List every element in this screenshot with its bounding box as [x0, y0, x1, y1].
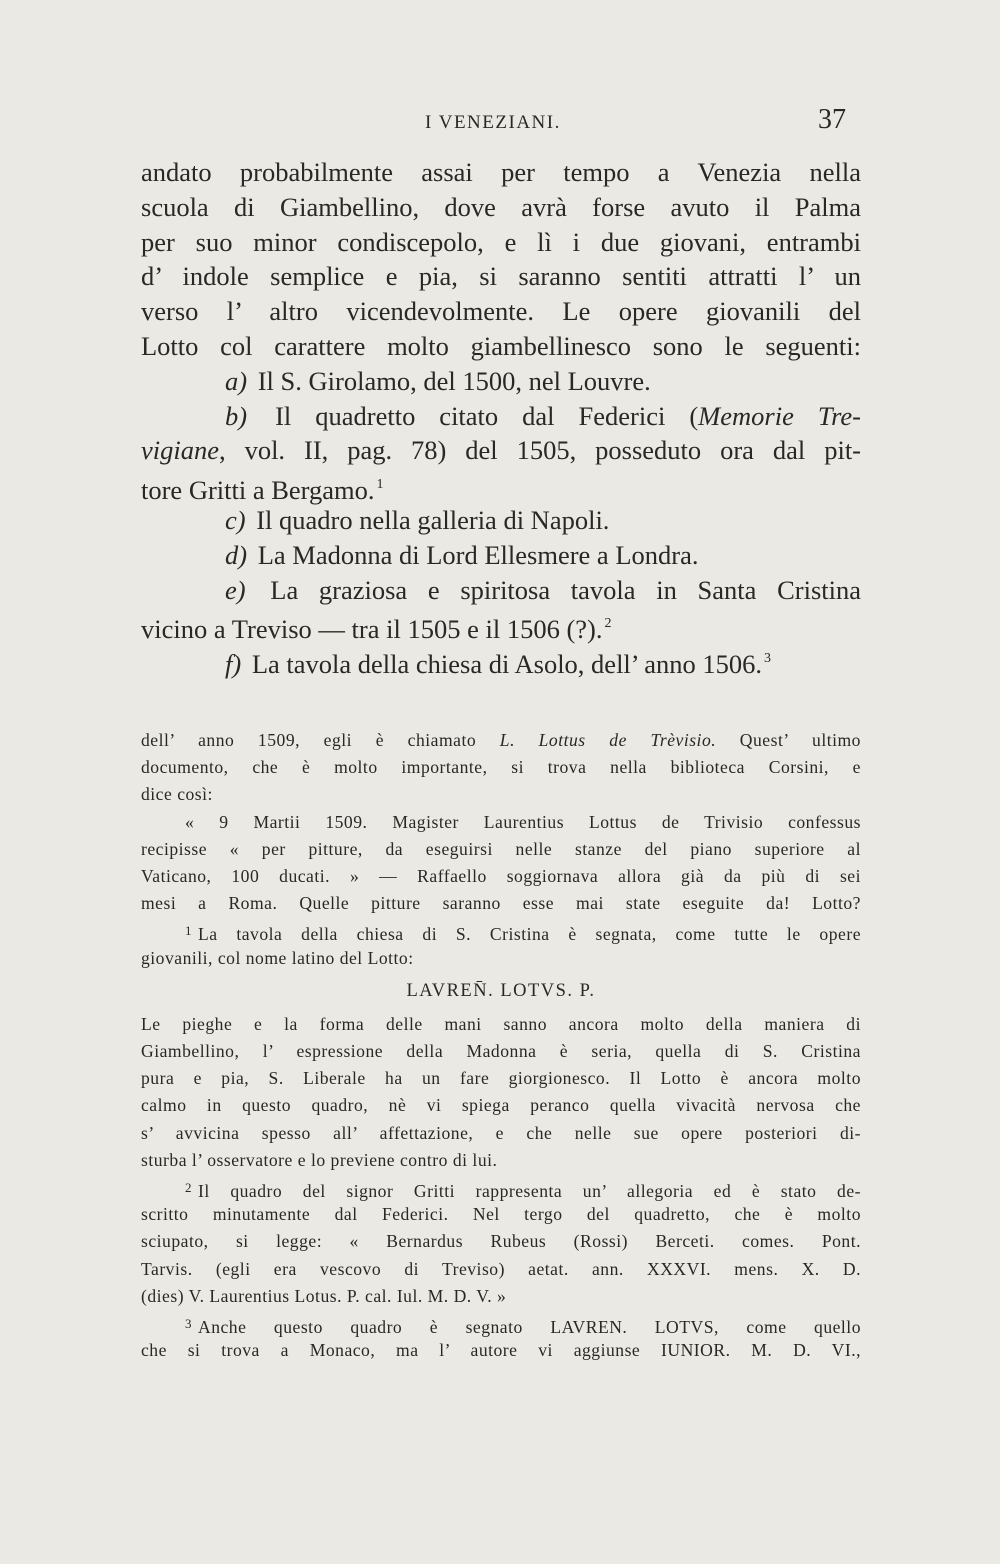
footnote-line: scritto minutamente dal Federici. Nel tergo del quadretto, che è molto [141, 1204, 861, 1225]
list-item-a [141, 364, 861, 399]
footnote-line: che si trova a Monaco, ma l’ autore vi aggiunse IUNIOR. M. D. VI., [141, 1340, 861, 1361]
text-line: verso l’ altro vicendevolmente. Le opere giovanili del [141, 296, 861, 327]
footnote-line: sturba l’ osservatore e lo previene contro di lui. [141, 1149, 498, 1170]
item-text: tore Gritti a Bergamo. [141, 475, 375, 506]
item-text: Il S. Girolamo, del 1500, nel Louvre. [257, 365, 651, 396]
footnote-line: s’ avvicina spesso all’ affettazione, e che nelle sue opere posteriori di- [141, 1122, 861, 1143]
list-item-b [141, 399, 861, 434]
footnote-line: giovanili, col nome latino del Lotto: [141, 947, 414, 968]
footnote-line: sciupato, si legge: « Bernardus Rubeus (Rossi) Berceti. comes. Pont. [141, 1231, 861, 1252]
book-title: Memorie Tre- [698, 400, 862, 431]
note-text: La tavola della chiesa di S. Cristina è segnata, come tutte le opere [198, 924, 861, 945]
footnote-1 [141, 917, 861, 944]
text-line: andato probabilmente assai per tempo a Venezia nella [141, 157, 861, 187]
footnote-line: calmo in questo quadro, nè vi spiega peranco quella vivacità nervosa che [141, 1095, 861, 1116]
inscription: LAVREN̄. LOTVS. P. [406, 980, 596, 1001]
page-number: 37 [818, 104, 846, 135]
text-line: scuola di Giambellino, dove avrà forse avuto il Palma [141, 191, 861, 222]
footnote-line: pura e pia, S. Liberale ha un fare giorgionesco. Il Lotto è ancora molto [141, 1068, 861, 1089]
book-title: vigiane [141, 435, 219, 466]
note-text: dell’ anno 1509, egli è chiamato [141, 730, 500, 750]
footnote-ref: 3 [764, 651, 772, 667]
footnote-line [141, 727, 861, 754]
footnote-line: « 9 Martii 1509. Magister Laurentius Lottus de Trivisio confessus [185, 811, 861, 832]
footnote-line: recipisse « per pitture, da eseguirsi nelle stanze del piano superiore al [141, 838, 861, 859]
footnote-line: Le pieghe e la forma delle mani sanno ancora molto della maniera di [141, 1013, 861, 1034]
item-text: La graziosa e spiritosa tavola in Santa Cristina [270, 574, 861, 605]
footnote-line: Vaticano, 100 ducati. » — Raffaello soggiornava allora già da più di sei [141, 865, 861, 886]
item-text: Il quadro nella galleria di Napoli. [256, 504, 610, 535]
footnote-2 [141, 1174, 861, 1201]
text-line [141, 468, 861, 506]
list-item-e [141, 573, 861, 608]
footnotes [141, 727, 861, 1364]
item-label: c) [225, 504, 246, 535]
footnote-line: dice così: [141, 784, 213, 805]
text-line: d’ indole semplice e pia, si saranno sentiti attratti l’ un [141, 261, 861, 292]
footnote-number: 1 [185, 923, 192, 939]
item-text: , vol. II, pag. 78) del 1505, posseduto ora dal pit- [219, 435, 861, 466]
text-line [141, 607, 861, 645]
note-text: Il quadro del signor Gritti rappresenta un’ allegoria ed è stato de- [198, 1181, 861, 1201]
list-item-d [141, 538, 861, 573]
item-text: vicino a Treviso — tra il 1505 e il 1506 (?). [141, 614, 603, 645]
footnote-3 [141, 1310, 861, 1337]
author-name: L. Lottus de Trèvisio. [499, 730, 717, 750]
item-label: a) [225, 365, 248, 396]
item-text: Il quadretto citato dal Federici ( [275, 400, 699, 431]
text-line [141, 433, 861, 468]
list-item-c [141, 503, 861, 538]
item-text: La Madonna di Lord Ellesmere a Londra. [257, 539, 699, 570]
footnote-line: (dies) V. Laurentius Lotus. P. cal. Iul. M. D. V. » [141, 1285, 507, 1306]
footnote-line: documento, che è molto importante, si trova nella biblioteca Corsini, e [141, 757, 861, 778]
footnote-line: mesi a Roma. Quelle pitture saranno esse mai state eseguite da! Lotto? [141, 893, 861, 914]
running-title: I VENEZIANI. [425, 112, 561, 133]
item-label: d) [225, 539, 248, 570]
footnote-number: 3 [185, 1315, 192, 1331]
footnote-number: 2 [185, 1180, 192, 1195]
list-item-f [141, 642, 861, 680]
item-label: b) [225, 400, 248, 431]
item-label: e) [225, 574, 246, 605]
footnote-line: Tarvis. (egli era vescovo di Treviso) aetat. ann. XXXVI. mens. X. D. [141, 1258, 861, 1279]
item-label: f) [225, 649, 242, 680]
footnote-line: Giambellino, l’ espressione della Madonna è seria, quella di S. Cristina [141, 1041, 861, 1062]
text-line: per suo minor condiscepolo, e lì i due giovani, entrambi [141, 226, 861, 257]
page-header [0, 104, 1000, 140]
item-text: La tavola della chiesa di Asolo, dell’ anno 1506. [251, 649, 763, 680]
footnote-ref: 1 [376, 477, 384, 493]
footnote-ref: 2 [604, 616, 612, 632]
text-line: Lotto col carattere molto giambellinesco sono le seguenti: [141, 330, 861, 361]
note-text: Quest’ ultimo [716, 730, 861, 750]
main-text [141, 155, 862, 680]
note-text: Anche questo quadro è segnato LAVREN. LOTVS, come quello [198, 1316, 861, 1337]
